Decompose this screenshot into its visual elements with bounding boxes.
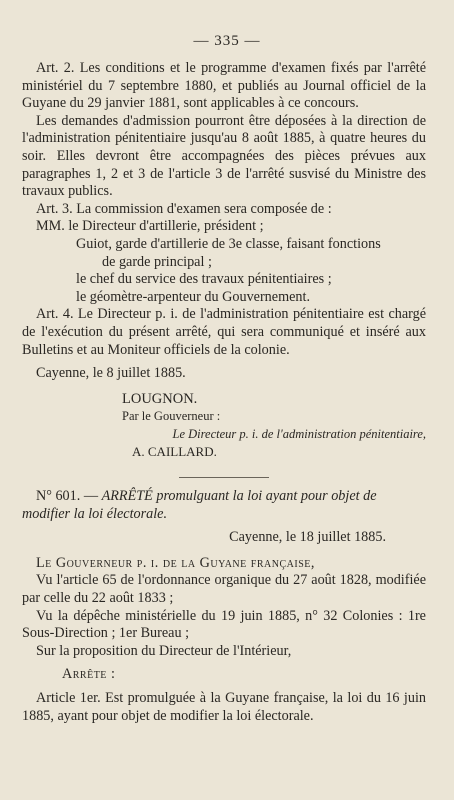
- vu-depeche: Vu la dépêche ministérielle du 19 juin 1885, n° 32 Colonies : 1re Sous-Direction ; 1er Bureau ;: [22, 607, 426, 642]
- arrete-label: Arrête :: [62, 666, 116, 683]
- vu-ordonnance: Vu l'article 65 de l'ordonnance organique du 27 août 1828, modifiée par celle du 22 août 1833 ;: [22, 572, 426, 607]
- decree-title: ARRÊTÉ promulguant la loi ayant pour objet de modifier la loi électorale.: [22, 488, 377, 522]
- section-divider: [179, 477, 269, 478]
- director-title: Le Directeur p. i. de l'administration pénitentiaire,: [172, 426, 426, 441]
- sur-proposition: Sur la proposition du Directeur de l'Intérieur,: [36, 642, 292, 659]
- decree-heading: [22, 488, 426, 523]
- member-line-1: MM. le Directeur d'artillerie, président ;: [36, 218, 264, 235]
- signatory-caillard: A. CAILLARD.: [132, 444, 217, 460]
- member-line-2: Guiot, garde d'artillerie de 3e classe, faisant fonctions: [76, 235, 381, 252]
- member-line-5: le géomètre-arpenteur du Gouvernement.: [76, 288, 310, 305]
- signatory-lougnon: LOUGNON.: [122, 390, 198, 407]
- signing-date-1: Cayenne, le 8 juillet 1885.: [36, 365, 186, 382]
- article-3: Art. 3. La commission d'examen sera composée de :: [36, 200, 332, 217]
- signing-date-2: Cayenne, le 18 juillet 1885.: [229, 529, 386, 546]
- page-number: — 335 —: [193, 33, 261, 49]
- admission-requests-paragraph: Les demandes d'admission pourront être déposées à la direction de l'administration pénitentiaire jusqu'au 8 août 1885, à quatre heures du soir. Elles devront être accompagnées des pièces prévues aux paragraphes 1, 2 et 3 de l'article 3 de l'arrêté susvisé du Ministre des travaux publics.: [22, 112, 426, 200]
- member-line-3: de garde principal ;: [102, 253, 212, 270]
- decree-number: N° 601. —: [36, 488, 99, 505]
- document-body: [22, 60, 426, 725]
- member-line-4: le chef du service des travaux pénitentiaires ;: [76, 271, 332, 288]
- by-the-governor: Par le Gouverneur :: [122, 409, 221, 424]
- article-4: Art. 4. Le Directeur p. i. de l'administration pénitentiaire est chargé de l'exécution du présent arrêté, qui sera communiqué et inséré aux Bulletins et au Moniteur officiels de la colonie.: [22, 306, 426, 358]
- article-2: Art. 2. Les conditions et le programme d'examen fixés par l'arrêté ministériel du 7 septembre 1880, et publiés au Journal officiel de la Guyane du 29 janvier 1881, sont applicables à ce concours.: [22, 60, 426, 112]
- governor-line: Le Gouverneur p. i. de la Guyane française,: [36, 554, 315, 571]
- article-1: Article 1er. Est promulguée à la Guyane française, la loi du 16 juin 1885, ayant pour objet de modifier la loi électorale.: [22, 690, 426, 724]
- commission-members: [22, 218, 426, 306]
